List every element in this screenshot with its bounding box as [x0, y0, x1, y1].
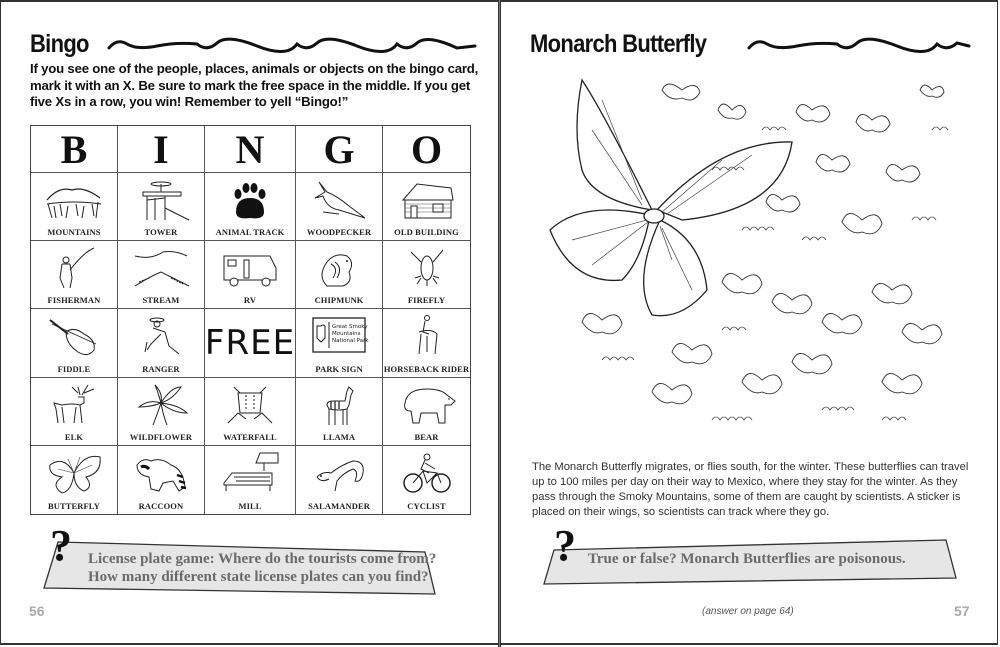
bingo-header-n: N	[205, 126, 296, 173]
firefly-icon	[397, 246, 457, 290]
question-mark-icon: ?	[50, 521, 72, 570]
bingo-cell-fisherman[interactable]: FISHERMAN	[31, 241, 118, 309]
mountains-icon	[44, 178, 104, 222]
squiggle-decoration	[107, 36, 477, 56]
question-line-1: True or false? Monarch Butterflies are poisonous.	[588, 551, 906, 567]
svg-text:Great Smoky: Great Smoky	[332, 324, 368, 331]
question-banner-true-false	[542, 521, 962, 588]
bingo-header-i: I	[118, 126, 205, 173]
tower-icon	[131, 178, 191, 222]
bingo-cell-stream[interactable]: STREAM	[118, 241, 205, 309]
bingo-cell-old-building[interactable]: OLD BUILDING	[383, 173, 470, 241]
waterfall-icon	[220, 383, 280, 427]
paw-print-icon	[220, 178, 280, 222]
bingo-cell-cyclist[interactable]: CYCLIST	[383, 446, 470, 514]
elk-icon	[44, 383, 104, 427]
butterfly-icon	[44, 451, 104, 495]
svg-text:Mountains: Mountains	[332, 331, 361, 338]
llama-icon	[309, 383, 369, 427]
monarch-description: The Monarch Butterfly migrates, or flies south, for the winter. These butterflies can travel up to 100 miles per day on their way to Mexico, where they stay for the winter. As they pass through the Smoky Mountains, some of them are caught by scientists. A sticker is placed on their wings, so scientists can track where they go.	[532, 461, 969, 518]
bingo-cell-llama[interactable]: LLAMA	[296, 378, 383, 446]
question-banner-license-plate	[40, 521, 440, 600]
bingo-cell-park-sign[interactable]: Great Smoky Mountains National Park PARK SIGN	[296, 309, 383, 377]
wildflower-icon	[131, 383, 191, 427]
bingo-cell-animal-track[interactable]: ANIMAL TRACK	[205, 173, 296, 241]
page-title-monarch: Monarch Butterfly	[530, 30, 707, 58]
squiggle-decoration	[747, 36, 972, 56]
bear-icon	[397, 383, 457, 427]
page-number-57: 57	[954, 603, 970, 619]
monarch-butterflies-illustration	[542, 70, 962, 450]
stream-icon	[131, 246, 191, 290]
bingo-cell-wildflower[interactable]: WILDFLOWER	[118, 378, 205, 446]
bingo-card	[30, 125, 471, 515]
question-mark-icon: ?	[554, 521, 576, 570]
question-line-1: License plate game: Where do the tourists come from?	[88, 551, 437, 567]
bingo-cell-tower[interactable]: TOWER	[118, 173, 205, 241]
bingo-header-g: G	[296, 126, 383, 173]
question-line-2: How many different state license plates can you find?	[88, 569, 429, 585]
bingo-cell-chipmunk[interactable]: CHIPMUNK	[296, 241, 383, 309]
bingo-cell-ranger[interactable]: RANGER	[118, 309, 205, 377]
bingo-cell-mountains[interactable]: MOUNTAINS	[31, 173, 118, 241]
bingo-cell-horseback-rider[interactable]: HORSEBACK RIDER	[383, 309, 470, 377]
bingo-header-o: O	[383, 126, 470, 173]
fiddle-icon	[44, 314, 104, 358]
rv-icon	[220, 246, 280, 290]
woodpecker-icon	[309, 178, 369, 222]
bingo-cell-woodpecker[interactable]: WOODPECKER	[296, 173, 383, 241]
right-page	[502, 0, 1000, 647]
bingo-cell-waterfall[interactable]: WATERFALL	[205, 378, 296, 446]
raccoon-icon	[131, 451, 191, 495]
cabin-icon	[397, 178, 457, 222]
bingo-free-space[interactable]: FREE	[205, 309, 296, 377]
chipmunk-icon	[309, 246, 369, 290]
fisherman-icon	[44, 246, 104, 290]
bingo-cell-bear[interactable]: BEAR	[383, 378, 470, 446]
mill-icon	[220, 451, 280, 495]
svg-text:National Park: National Park	[332, 338, 369, 345]
bingo-cell-firefly[interactable]: FIREFLY	[383, 241, 470, 309]
bingo-header-b: B	[31, 126, 118, 173]
cyclist-icon	[397, 451, 457, 495]
page-title-bingo: Bingo	[30, 30, 89, 58]
park-sign-icon	[309, 314, 369, 358]
horseback-rider-icon	[397, 314, 457, 358]
bingo-cell-butterfly[interactable]: BUTTERFLY	[31, 446, 118, 514]
bingo-cell-rv[interactable]: RV	[205, 241, 296, 309]
book-spine	[498, 0, 501, 647]
ranger-icon	[131, 314, 191, 358]
bingo-cell-elk[interactable]: ELK	[31, 378, 118, 446]
page-number-56: 56	[29, 603, 45, 619]
left-page	[0, 0, 498, 647]
bingo-cell-salamander[interactable]: SALAMANDER	[296, 446, 383, 514]
bingo-cell-mill[interactable]: MILL	[205, 446, 296, 514]
bingo-cell-fiddle[interactable]: FIDDLE	[31, 309, 118, 377]
salamander-icon	[309, 451, 369, 495]
bingo-cell-raccoon[interactable]: RACCOON	[118, 446, 205, 514]
bingo-instructions: If you see one of the people, places, animals or objects on the bingo card, mark it with an X. Be sure to mark the free space in the middle. If you get five Xs in a row, you win! Remember to yell “Bingo!”	[30, 61, 479, 109]
answer-note: (answer on page 64)	[702, 606, 794, 617]
